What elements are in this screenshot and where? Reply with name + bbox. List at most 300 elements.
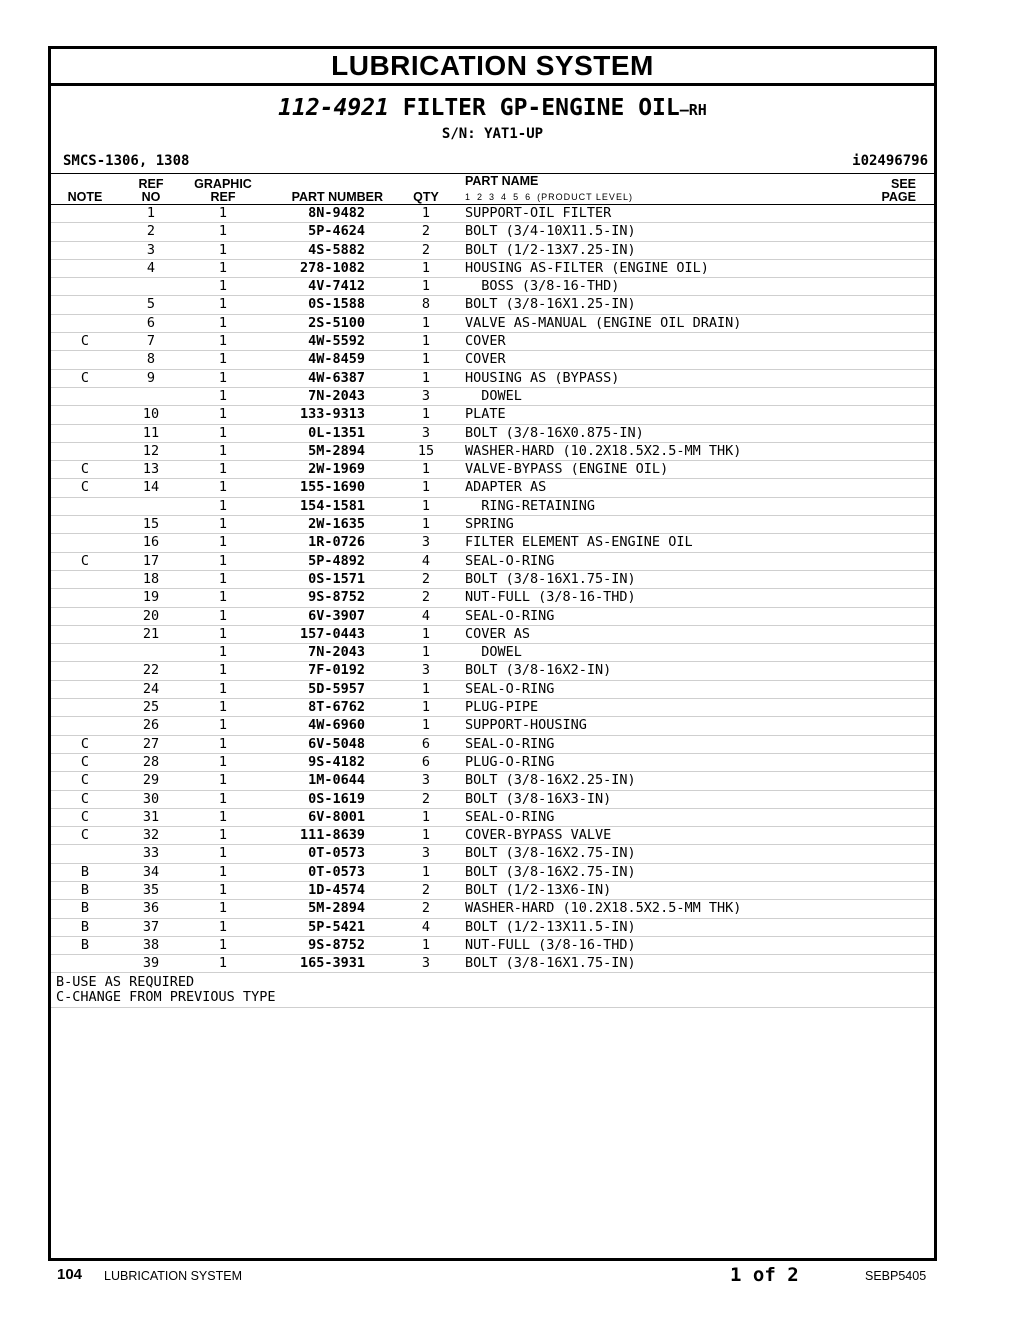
row-see-page <box>853 223 934 241</box>
level-1: 1 <box>465 192 472 202</box>
row-graphic-ref: 1 <box>183 534 263 552</box>
row-see-page <box>853 570 934 588</box>
row-ref-no: 35 <box>119 881 183 899</box>
row-note <box>51 205 119 223</box>
row-ref-no: 5 <box>119 296 183 314</box>
row-part-name: BOLT (3/8-16X1.75-IN) <box>461 955 853 973</box>
row-part-number: 4S-5882 <box>263 241 391 259</box>
col-ref-top: REF <box>138 177 164 191</box>
row-note <box>51 717 119 735</box>
row-graphic-ref: 1 <box>183 918 263 936</box>
row-ref-no: 9 <box>119 369 183 387</box>
row-qty: 1 <box>391 827 461 845</box>
row-graphic-ref: 1 <box>183 461 263 479</box>
row-part-name: VALVE AS-MANUAL (ENGINE OIL DRAIN) <box>461 314 853 332</box>
row-part-number: 1M-0644 <box>263 772 391 790</box>
row-see-page <box>853 205 934 223</box>
row-qty: 4 <box>391 607 461 625</box>
table-row <box>51 881 934 899</box>
row-see-page <box>853 753 934 771</box>
row-see-page <box>853 552 934 570</box>
smcs-code: SMCS-1306, 1308 <box>63 153 190 169</box>
row-part-number: 5P-5421 <box>263 918 391 936</box>
row-part-name: HOUSING AS (BYPASS) <box>461 369 853 387</box>
row-graphic-ref: 1 <box>183 863 263 881</box>
page-of: 1 of 2 <box>730 1264 799 1286</box>
row-graphic-ref: 1 <box>183 772 263 790</box>
note-b: B-USE AS REQUIRED <box>56 974 195 991</box>
row-part-name: NUT-FULL (3/8-16-THD) <box>461 589 853 607</box>
table-row <box>51 479 934 497</box>
row-note <box>51 955 119 973</box>
row-note <box>51 625 119 643</box>
table-row <box>51 424 934 442</box>
row-ref-no: 14 <box>119 479 183 497</box>
row-part-number: 9S-8752 <box>263 589 391 607</box>
row-ref-no: 32 <box>119 827 183 845</box>
row-graphic-ref: 1 <box>183 900 263 918</box>
row-note: C <box>51 827 119 845</box>
row-note <box>51 589 119 607</box>
table-row <box>51 625 934 643</box>
row-graphic-ref: 1 <box>183 680 263 698</box>
row-part-name: ADAPTER AS <box>461 479 853 497</box>
row-note <box>51 497 119 515</box>
table-row <box>51 442 934 460</box>
row-qty: 3 <box>391 387 461 405</box>
row-graphic-ref: 1 <box>183 589 263 607</box>
row-ref-no: 36 <box>119 900 183 918</box>
row-part-name: BOLT (3/8-16X2.25-IN) <box>461 772 853 790</box>
row-see-page <box>853 827 934 845</box>
row-part-number: 0T-0573 <box>263 863 391 881</box>
row-part-number: 4W-6387 <box>263 369 391 387</box>
row-qty: 1 <box>391 625 461 643</box>
notes-block <box>51 973 934 1008</box>
row-part-name: BOLT (3/8-16X0.875-IN) <box>461 424 853 442</box>
row-part-number: 157-0443 <box>263 625 391 643</box>
row-qty: 6 <box>391 753 461 771</box>
row-see-page <box>853 918 934 936</box>
row-ref-no: 8 <box>119 351 183 369</box>
row-ref-no: 20 <box>119 607 183 625</box>
table-row <box>51 516 934 534</box>
row-part-number: 5P-4892 <box>263 552 391 570</box>
row-part-name: COVER AS <box>461 625 853 643</box>
row-part-number: 165-3931 <box>263 955 391 973</box>
row-part-number: 4W-6960 <box>263 717 391 735</box>
table-row <box>51 699 934 717</box>
table-row <box>51 717 934 735</box>
row-ref-no: 28 <box>119 753 183 771</box>
table-row <box>51 662 934 680</box>
row-part-number: 7N-2043 <box>263 387 391 405</box>
product-levels <box>465 192 639 202</box>
level-2: 2 <box>477 192 484 202</box>
table-row <box>51 223 934 241</box>
row-part-name: FILTER ELEMENT AS-ENGINE OIL <box>461 534 853 552</box>
row-note <box>51 241 119 259</box>
table-row <box>51 735 934 753</box>
row-graphic-ref: 1 <box>183 333 263 351</box>
table-row <box>51 387 934 405</box>
row-ref-no: 3 <box>119 241 183 259</box>
row-part-number: 6V-3907 <box>263 607 391 625</box>
row-see-page <box>853 259 934 277</box>
row-see-page <box>853 497 934 515</box>
table-row <box>51 936 934 954</box>
row-qty: 3 <box>391 424 461 442</box>
row-see-page <box>853 442 934 460</box>
row-qty: 1 <box>391 205 461 223</box>
row-note <box>51 570 119 588</box>
row-see-page <box>853 900 934 918</box>
col-graphic-top: GRAPHIC <box>194 177 252 191</box>
row-part-name: SEAL-O-RING <box>461 680 853 698</box>
footer-section: LUBRICATION SYSTEM <box>104 1269 242 1283</box>
row-part-number: 5M-2894 <box>263 900 391 918</box>
row-part-name: PLUG-PIPE <box>461 699 853 717</box>
level-5: 5 <box>513 192 520 202</box>
row-graphic-ref: 1 <box>183 808 263 826</box>
row-see-page <box>853 314 934 332</box>
row-graphic-ref: 1 <box>183 351 263 369</box>
row-qty: 1 <box>391 699 461 717</box>
row-see-page <box>853 881 934 899</box>
table-row <box>51 808 934 826</box>
row-note <box>51 516 119 534</box>
row-graphic-ref: 1 <box>183 516 263 534</box>
row-part-name: BOLT (3/8-16X2.75-IN) <box>461 845 853 863</box>
row-qty: 6 <box>391 735 461 753</box>
row-part-name: NUT-FULL (3/8-16-THD) <box>461 936 853 954</box>
row-part-name: WASHER-HARD (10.2X18.5X2.5-MM THK) <box>461 900 853 918</box>
row-part-name: DOWEL <box>461 644 853 662</box>
row-part-name: SUPPORT-HOUSING <box>461 717 853 735</box>
row-part-name: BOLT (3/8-16X1.25-IN) <box>461 296 853 314</box>
col-see-page <box>853 174 934 205</box>
product-level-label: (PRODUCT LEVEL) <box>537 192 633 202</box>
row-qty: 1 <box>391 516 461 534</box>
row-note <box>51 259 119 277</box>
row-see-page <box>853 406 934 424</box>
row-graphic-ref: 1 <box>183 259 263 277</box>
row-ref-no <box>119 497 183 515</box>
row-note: C <box>51 735 119 753</box>
row-ref-no: 15 <box>119 516 183 534</box>
row-note: C <box>51 808 119 826</box>
row-see-page <box>853 333 934 351</box>
group-title <box>51 94 934 124</box>
row-part-number: 5M-2894 <box>263 442 391 460</box>
smcs-row <box>51 151 934 174</box>
row-part-name: PLUG-O-RING <box>461 753 853 771</box>
row-note: C <box>51 333 119 351</box>
row-part-name: SEAL-O-RING <box>461 552 853 570</box>
row-see-page <box>853 296 934 314</box>
row-ref-no: 25 <box>119 699 183 717</box>
row-ref-no: 16 <box>119 534 183 552</box>
row-part-number: 7F-0192 <box>263 662 391 680</box>
page-number: 104 <box>57 1266 83 1283</box>
page-footer <box>0 1262 1020 1292</box>
table-row <box>51 497 934 515</box>
row-note: B <box>51 918 119 936</box>
table-row <box>51 845 934 863</box>
row-graphic-ref: 1 <box>183 497 263 515</box>
table-row <box>51 241 934 259</box>
row-part-number: 8N-9482 <box>263 205 391 223</box>
row-part-name: PLATE <box>461 406 853 424</box>
parts-body <box>51 205 934 973</box>
col-ref-bottom: NO <box>141 190 161 204</box>
row-ref-no: 38 <box>119 936 183 954</box>
row-note: C <box>51 461 119 479</box>
row-graphic-ref: 1 <box>183 735 263 753</box>
row-note <box>51 314 119 332</box>
row-qty: 2 <box>391 790 461 808</box>
row-qty: 3 <box>391 662 461 680</box>
table-row <box>51 552 934 570</box>
row-part-number: 4W-5592 <box>263 333 391 351</box>
note-c: C-CHANGE FROM PREVIOUS TYPE <box>56 989 276 1006</box>
col-part-name-label: PART NAME <box>465 174 539 188</box>
row-part-number: 133-9313 <box>263 406 391 424</box>
row-see-page <box>853 772 934 790</box>
row-see-page <box>853 625 934 643</box>
group-suffix: —RH <box>679 101 707 119</box>
row-note <box>51 845 119 863</box>
row-note <box>51 406 119 424</box>
row-qty: 3 <box>391 845 461 863</box>
row-ref-no: 13 <box>119 461 183 479</box>
row-qty: 1 <box>391 717 461 735</box>
row-graphic-ref: 1 <box>183 699 263 717</box>
row-qty: 1 <box>391 479 461 497</box>
row-graphic-ref: 1 <box>183 625 263 643</box>
row-part-name: SPRING <box>461 516 853 534</box>
row-graphic-ref: 1 <box>183 936 263 954</box>
system-title: LUBRICATION SYSTEM <box>51 49 934 86</box>
row-see-page <box>853 936 934 954</box>
row-graphic-ref: 1 <box>183 387 263 405</box>
row-part-name: WASHER-HARD (10.2X18.5X2.5-MM THK) <box>461 442 853 460</box>
serial-number: S/N: YAT1-UP <box>441 126 544 142</box>
row-part-number: 9S-8752 <box>263 936 391 954</box>
row-ref-no: 12 <box>119 442 183 460</box>
row-ref-no: 2 <box>119 223 183 241</box>
row-part-number: 7N-2043 <box>263 644 391 662</box>
row-part-number: 0S-1619 <box>263 790 391 808</box>
row-ref-no: 1 <box>119 205 183 223</box>
row-see-page <box>853 735 934 753</box>
row-part-number: 0S-1571 <box>263 570 391 588</box>
row-qty: 2 <box>391 223 461 241</box>
row-qty: 1 <box>391 863 461 881</box>
group-part-number: 112-4921 <box>278 95 389 121</box>
row-see-page <box>853 699 934 717</box>
row-see-page <box>853 808 934 826</box>
row-ref-no: 29 <box>119 772 183 790</box>
row-qty: 1 <box>391 680 461 698</box>
level-4: 4 <box>501 192 508 202</box>
row-see-page <box>853 680 934 698</box>
row-qty: 2 <box>391 241 461 259</box>
row-note <box>51 351 119 369</box>
row-note <box>51 223 119 241</box>
row-graphic-ref: 1 <box>183 479 263 497</box>
row-qty: 2 <box>391 570 461 588</box>
row-qty: 3 <box>391 772 461 790</box>
row-part-name: DOWEL <box>461 387 853 405</box>
row-qty: 1 <box>391 497 461 515</box>
row-qty: 2 <box>391 900 461 918</box>
row-part-name: VALVE-BYPASS (ENGINE OIL) <box>461 461 853 479</box>
table-row <box>51 790 934 808</box>
row-ref-no: 19 <box>119 589 183 607</box>
row-graphic-ref: 1 <box>183 314 263 332</box>
row-part-number: 1D-4574 <box>263 881 391 899</box>
table-row <box>51 259 934 277</box>
row-part-name: BOLT (1/2-13X7.25-IN) <box>461 241 853 259</box>
row-ref-no <box>119 644 183 662</box>
row-qty: 1 <box>391 936 461 954</box>
row-note <box>51 387 119 405</box>
row-graphic-ref: 1 <box>183 241 263 259</box>
row-qty: 4 <box>391 552 461 570</box>
row-qty: 1 <box>391 461 461 479</box>
image-id: i02496796 <box>852 153 928 169</box>
row-see-page <box>853 278 934 296</box>
table-row <box>51 680 934 698</box>
col-qty: QTY <box>391 174 461 205</box>
row-see-page <box>853 534 934 552</box>
row-part-number: 2W-1969 <box>263 461 391 479</box>
parts-table <box>51 174 934 973</box>
row-qty: 3 <box>391 955 461 973</box>
row-part-name: SEAL-O-RING <box>461 607 853 625</box>
table-row <box>51 753 934 771</box>
row-part-name: BOLT (3/8-16X1.75-IN) <box>461 570 853 588</box>
col-see-bottom: PAGE <box>881 190 916 204</box>
row-ref-no: 33 <box>119 845 183 863</box>
row-part-name: SEAL-O-RING <box>461 808 853 826</box>
row-see-page <box>853 717 934 735</box>
row-ref-no: 27 <box>119 735 183 753</box>
row-graphic-ref: 1 <box>183 644 263 662</box>
row-qty: 1 <box>391 351 461 369</box>
row-qty: 1 <box>391 644 461 662</box>
level-3: 3 <box>489 192 496 202</box>
row-note <box>51 534 119 552</box>
row-part-number: 6V-5048 <box>263 735 391 753</box>
row-qty: 1 <box>391 369 461 387</box>
row-graphic-ref: 1 <box>183 845 263 863</box>
row-part-name: HOUSING AS-FILTER (ENGINE OIL) <box>461 259 853 277</box>
row-graphic-ref: 1 <box>183 790 263 808</box>
row-graphic-ref: 1 <box>183 827 263 845</box>
row-note <box>51 699 119 717</box>
row-part-name: SEAL-O-RING <box>461 735 853 753</box>
table-row <box>51 900 934 918</box>
table-row <box>51 827 934 845</box>
row-note: C <box>51 479 119 497</box>
row-qty: 1 <box>391 808 461 826</box>
row-part-number: 2S-5100 <box>263 314 391 332</box>
row-ref-no: 7 <box>119 333 183 351</box>
row-qty: 2 <box>391 589 461 607</box>
row-part-name: BOLT (1/2-13X11.5-IN) <box>461 918 853 936</box>
row-note <box>51 644 119 662</box>
row-ref-no: 11 <box>119 424 183 442</box>
row-part-number: 8T-6762 <box>263 699 391 717</box>
row-part-number: 4W-8459 <box>263 351 391 369</box>
col-note: NOTE <box>51 174 119 205</box>
row-graphic-ref: 1 <box>183 278 263 296</box>
row-ref-no: 30 <box>119 790 183 808</box>
row-qty: 1 <box>391 333 461 351</box>
table-row <box>51 369 934 387</box>
row-see-page <box>853 845 934 863</box>
row-note: B <box>51 881 119 899</box>
row-note <box>51 278 119 296</box>
col-see-top: SEE <box>890 177 916 191</box>
group-name: FILTER GP-ENGINE OIL <box>402 95 680 121</box>
row-qty: 8 <box>391 296 461 314</box>
row-see-page <box>853 369 934 387</box>
table-row <box>51 351 934 369</box>
row-note: B <box>51 936 119 954</box>
row-qty: 3 <box>391 534 461 552</box>
table-row <box>51 278 934 296</box>
row-ref-no: 39 <box>119 955 183 973</box>
row-part-number: 154-1581 <box>263 497 391 515</box>
row-ref-no: 31 <box>119 808 183 826</box>
row-ref-no: 24 <box>119 680 183 698</box>
table-row <box>51 863 934 881</box>
row-ref-no <box>119 387 183 405</box>
row-ref-no <box>119 278 183 296</box>
table-row <box>51 205 934 223</box>
row-part-number: 5D-5957 <box>263 680 391 698</box>
row-see-page <box>853 790 934 808</box>
row-ref-no: 37 <box>119 918 183 936</box>
row-qty: 1 <box>391 314 461 332</box>
row-qty: 4 <box>391 918 461 936</box>
row-part-number: 0T-0573 <box>263 845 391 863</box>
row-see-page <box>853 662 934 680</box>
row-qty: 15 <box>391 442 461 460</box>
row-graphic-ref: 1 <box>183 607 263 625</box>
table-row <box>51 406 934 424</box>
col-graphic-bottom: REF <box>210 190 236 204</box>
table-row <box>51 772 934 790</box>
row-qty: 1 <box>391 406 461 424</box>
table-row <box>51 589 934 607</box>
col-part-number: PART NUMBER <box>263 174 391 205</box>
row-part-name: BOLT (3/8-16X3-IN) <box>461 790 853 808</box>
row-part-number: 5P-4624 <box>263 223 391 241</box>
row-see-page <box>853 424 934 442</box>
row-graphic-ref: 1 <box>183 406 263 424</box>
row-see-page <box>853 516 934 534</box>
row-note <box>51 680 119 698</box>
row-part-name: BOLT (1/2-13X6-IN) <box>461 881 853 899</box>
row-ref-no: 21 <box>119 625 183 643</box>
row-graphic-ref: 1 <box>183 753 263 771</box>
document-id: SEBP5405 <box>865 1269 927 1283</box>
row-note: B <box>51 900 119 918</box>
